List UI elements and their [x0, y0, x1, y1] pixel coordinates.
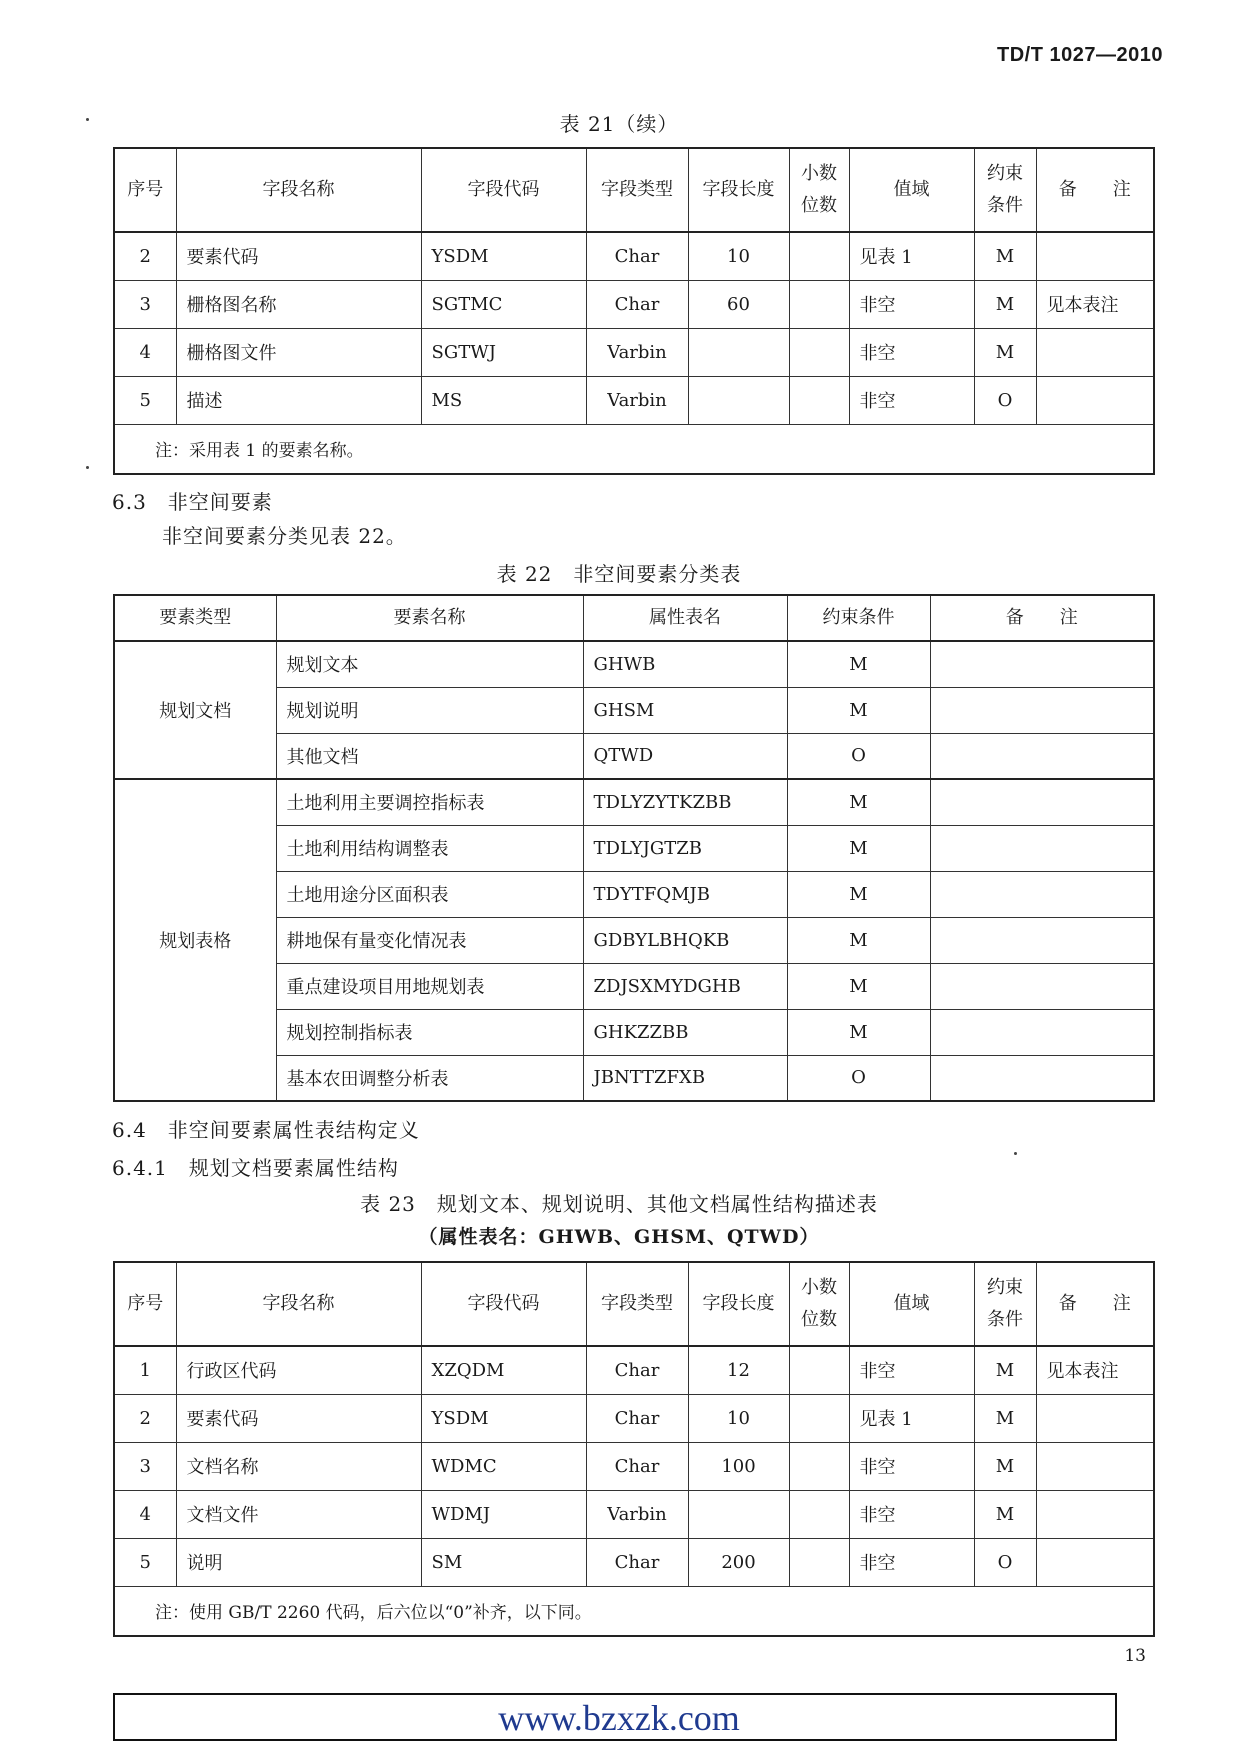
table21-caption: 表 21（续） [559, 112, 679, 136]
table-cell: Char [586, 1346, 688, 1394]
table21-note-row [114, 424, 1154, 474]
table-cell [1036, 1538, 1154, 1586]
table-cell [1036, 328, 1154, 376]
table-cell: 描述 [176, 376, 421, 424]
table-row [114, 641, 1154, 687]
scan-speck [1014, 1152, 1017, 1155]
table-cell [930, 1055, 1154, 1101]
table-cell: 4 [114, 328, 176, 376]
table22-header-cell: 约束条件 [787, 595, 930, 641]
table-cell: 土地利用结构调整表 [276, 825, 583, 871]
table-cell: Char [586, 232, 688, 280]
section-6-3-text: 非空间要素分类见表 22。 [162, 524, 407, 548]
table-cell: 5 [114, 1538, 176, 1586]
table-cell: YSDM [421, 1394, 586, 1442]
table-cell: ZDJSXMYDGHB [583, 963, 787, 1009]
table-cell: 见本表注 [1036, 1346, 1154, 1394]
table21-header-cell: 字段类型 [586, 148, 688, 232]
table-cell [688, 328, 789, 376]
table22-header-cell: 要素类型 [114, 595, 276, 641]
table-cell: 其他文档 [276, 733, 583, 779]
table-cell [789, 1394, 849, 1442]
table-cell: M [974, 1346, 1036, 1394]
table-row [114, 1394, 1154, 1442]
table23-header-cell: 备 注 [1036, 1262, 1154, 1346]
table22-header-cell: 属性表名 [583, 595, 787, 641]
table-cell: M [787, 963, 930, 1009]
table-cell: 5 [114, 376, 176, 424]
table-cell: O [974, 376, 1036, 424]
table-cell [1036, 1490, 1154, 1538]
table-cell: 耕地保有量变化情况表 [276, 917, 583, 963]
table-cell: 2 [114, 232, 176, 280]
table21-header-cell: 字段代码 [421, 148, 586, 232]
table23-header-cell: 字段代码 [421, 1262, 586, 1346]
table-row [114, 232, 1154, 280]
table-cell: 非空 [849, 280, 974, 328]
table-cell: 规划文本 [276, 641, 583, 687]
table-cell [789, 1538, 849, 1586]
page-number: 13 [1124, 1646, 1146, 1666]
table-cell: MS [421, 376, 586, 424]
table21-header-row [114, 148, 1154, 232]
table-cell: 非空 [849, 1490, 974, 1538]
table-cell [789, 232, 849, 280]
table23-header-cell: 约束条件 [974, 1262, 1036, 1346]
table-cell: GHKZZBB [583, 1009, 787, 1055]
table-cell: WDMJ [421, 1490, 586, 1538]
table-row [114, 1538, 1154, 1586]
table-cell: M [974, 280, 1036, 328]
table-cell [789, 280, 849, 328]
standard-code: TD/T 1027—2010 [997, 44, 1163, 66]
table-cell: 10 [688, 1394, 789, 1442]
table22-group-type: 规划表格 [114, 779, 276, 1101]
table-cell: 基本农田调整分析表 [276, 1055, 583, 1101]
table-cell: 规划控制指标表 [276, 1009, 583, 1055]
table-row [114, 1442, 1154, 1490]
table22-caption: 表 22 非空间要素分类表 [496, 562, 742, 586]
table-cell: 文档文件 [176, 1490, 421, 1538]
table-cell [930, 917, 1154, 963]
table21-header-cell: 约束条件 [974, 148, 1036, 232]
table-cell [789, 328, 849, 376]
table-cell [930, 779, 1154, 825]
table-cell: Varbin [586, 328, 688, 376]
table-cell [930, 871, 1154, 917]
table-cell [930, 687, 1154, 733]
footer-url-link[interactable]: www.bzxzk.com [498, 1698, 740, 1738]
table-cell: 非空 [849, 376, 974, 424]
table-cell: YSDM [421, 232, 586, 280]
table-cell: Varbin [586, 376, 688, 424]
table21-note: 注：采用表 1 的要素名称。 [114, 424, 1154, 474]
table-cell: 栅格图文件 [176, 328, 421, 376]
table-cell: Varbin [586, 1490, 688, 1538]
table-cell: 4 [114, 1490, 176, 1538]
scan-speck [86, 466, 89, 469]
table-cell: SGTMC [421, 280, 586, 328]
table-row [114, 376, 1154, 424]
table23-note: 注：使用 GB/T 2260 代码，后六位以“0”补齐，以下同。 [114, 1586, 1154, 1636]
table-cell [930, 641, 1154, 687]
table-cell [1036, 376, 1154, 424]
table-cell: M [974, 232, 1036, 280]
table-cell: M [974, 328, 1036, 376]
table-cell: 100 [688, 1442, 789, 1490]
table-cell: WDMC [421, 1442, 586, 1490]
table-cell: 非空 [849, 1538, 974, 1586]
table-cell: M [787, 1009, 930, 1055]
table21-header-cell: 小数位数 [789, 148, 849, 232]
table21-header-cell: 字段长度 [688, 148, 789, 232]
table-cell: SGTWJ [421, 328, 586, 376]
section-6-4-heading: 6.4 非空间要素属性表结构定义 [112, 1118, 420, 1142]
table-cell: GDBYLBHQKB [583, 917, 787, 963]
table-row [114, 1490, 1154, 1538]
table-cell [1036, 1442, 1154, 1490]
table-cell: O [787, 1055, 930, 1101]
table-cell: M [787, 687, 930, 733]
table23-header-cell: 序号 [114, 1262, 176, 1346]
table-cell: 土地用途分区面积表 [276, 871, 583, 917]
table-cell [789, 376, 849, 424]
table-cell: 非空 [849, 328, 974, 376]
table-cell: M [974, 1442, 1036, 1490]
table-cell: 规划说明 [276, 687, 583, 733]
table-cell: 见表 1 [849, 232, 974, 280]
table-cell: SM [421, 1538, 586, 1586]
table-cell: 3 [114, 280, 176, 328]
table23-subcaption: （属性表名：GHWB、GHSM、QTWD） [418, 1226, 820, 1248]
table-cell: M [974, 1394, 1036, 1442]
table-cell [789, 1490, 849, 1538]
table-cell: 12 [688, 1346, 789, 1394]
table-cell: XZQDM [421, 1346, 586, 1394]
table-cell: GHSM [583, 687, 787, 733]
table23-header-cell: 字段名称 [176, 1262, 421, 1346]
table-cell: GHWB [583, 641, 787, 687]
table-cell [688, 1490, 789, 1538]
table-row [114, 1346, 1154, 1394]
table-cell [930, 825, 1154, 871]
table-cell [1036, 232, 1154, 280]
table-cell: 重点建设项目用地规划表 [276, 963, 583, 1009]
table-cell: 60 [688, 280, 789, 328]
table-cell: 行政区代码 [176, 1346, 421, 1394]
table-cell: TDLYJGTZB [583, 825, 787, 871]
table-cell: 要素代码 [176, 232, 421, 280]
table-cell [789, 1346, 849, 1394]
table21-header-cell: 字段名称 [176, 148, 421, 232]
table22-header-row [114, 595, 1154, 641]
table23 [113, 1261, 1155, 1637]
table-cell: Char [586, 1442, 688, 1490]
table-cell: M [974, 1490, 1036, 1538]
table-cell: O [974, 1538, 1036, 1586]
table21-header-cell: 备 注 [1036, 148, 1154, 232]
table-row [114, 280, 1154, 328]
table-cell: 10 [688, 232, 789, 280]
table-cell [789, 1442, 849, 1490]
table23-header-cell: 字段类型 [586, 1262, 688, 1346]
table-cell: 说明 [176, 1538, 421, 1586]
table-cell: M [787, 641, 930, 687]
table-cell: 要素代码 [176, 1394, 421, 1442]
table-cell: 2 [114, 1394, 176, 1442]
table-cell: TDYTFQMJB [583, 871, 787, 917]
table22-header-cell: 要素名称 [276, 595, 583, 641]
table-cell: JBNTTZFXB [583, 1055, 787, 1101]
table-cell: QTWD [583, 733, 787, 779]
table-cell: 3 [114, 1442, 176, 1490]
table-cell: 非空 [849, 1346, 974, 1394]
table-cell: M [787, 917, 930, 963]
table-cell: M [787, 871, 930, 917]
table-cell: M [787, 825, 930, 871]
table22-header-cell: 备 注 [930, 595, 1154, 641]
table-cell: Char [586, 1538, 688, 1586]
table-cell: 见本表注 [1036, 280, 1154, 328]
table-cell [930, 1009, 1154, 1055]
table-cell: 非空 [849, 1442, 974, 1490]
table-cell [930, 733, 1154, 779]
table23-header-cell: 字段长度 [688, 1262, 789, 1346]
table-cell: TDLYZYTKZBB [583, 779, 787, 825]
table-cell [930, 963, 1154, 1009]
table-cell: 见表 1 [849, 1394, 974, 1442]
table-row [114, 779, 1154, 825]
table22 [113, 594, 1155, 1102]
table-cell: M [787, 779, 930, 825]
table23-header-row [114, 1262, 1154, 1346]
table23-header-cell: 值域 [849, 1262, 974, 1346]
table-cell: 1 [114, 1346, 176, 1394]
table-cell: O [787, 733, 930, 779]
table23-header-cell: 小数位数 [789, 1262, 849, 1346]
table21-header-cell: 序号 [114, 148, 176, 232]
table-cell [1036, 1394, 1154, 1442]
section-6-4-1-heading: 6.4.1 规划文档要素属性结构 [112, 1156, 399, 1180]
table-cell: Char [586, 280, 688, 328]
table-cell: 文档名称 [176, 1442, 421, 1490]
table-cell: 栅格图名称 [176, 280, 421, 328]
table-cell: 200 [688, 1538, 789, 1586]
section-6-3-heading: 6.3 非空间要素 [112, 490, 273, 514]
table21 [113, 147, 1155, 475]
table23-caption: 表 23 规划文本、规划说明、其他文档属性结构描述表 [360, 1192, 878, 1216]
table-cell: Char [586, 1394, 688, 1442]
scan-speck [86, 118, 89, 121]
table22-group-type: 规划文档 [114, 641, 276, 779]
table-row [114, 328, 1154, 376]
table23-note-row [114, 1586, 1154, 1636]
table-cell: 土地利用主要调控指标表 [276, 779, 583, 825]
table21-header-cell: 值域 [849, 148, 974, 232]
table-cell [688, 376, 789, 424]
